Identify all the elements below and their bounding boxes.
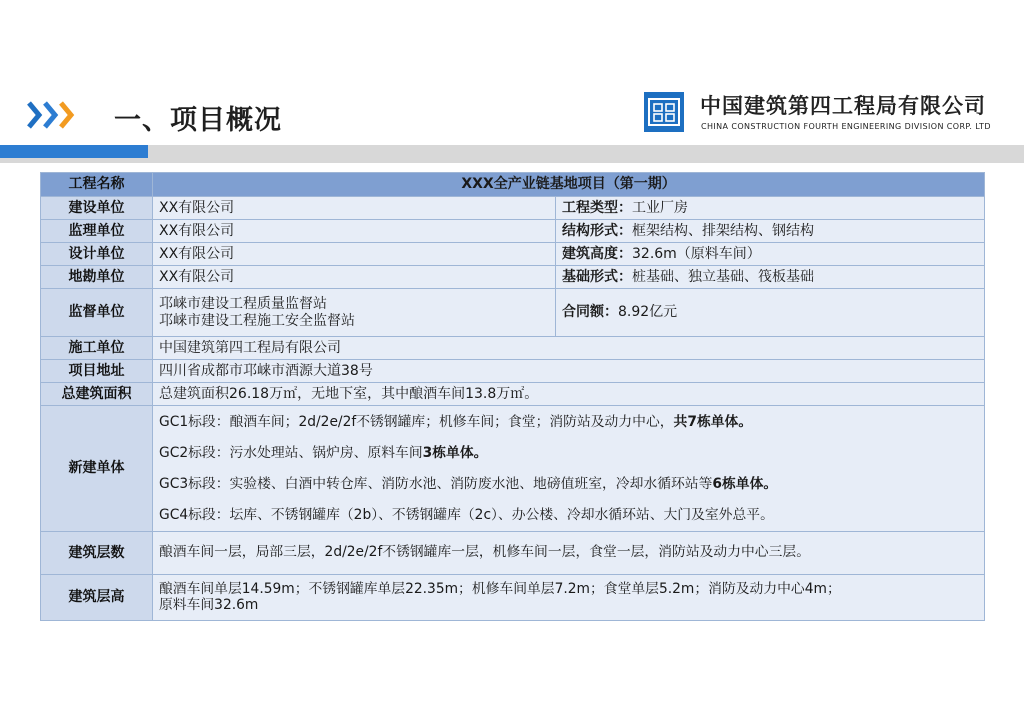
cell-value [556, 266, 985, 289]
gc2-count: 3栋单体。 [422, 444, 488, 461]
gc1-line [159, 407, 978, 438]
field-value: 32.6m（原料车间） [632, 245, 761, 262]
page-title: 一、项目概况 [114, 105, 282, 136]
cell-value: XX有限公司 [153, 266, 556, 289]
gc3-line [159, 469, 978, 500]
company-name-en: CHINA CONSTRUCTION FOURTH ENGINEERING DIVISION CORP. LTD [701, 122, 991, 131]
cell-value [556, 289, 985, 337]
gc3-text: GC3标段：实验楼、白酒中转仓库、消防水池、消防废水池、地磅值班室，冷却水循环站等 [159, 475, 713, 492]
cell-label: 设计单位 [41, 243, 153, 266]
cell-label: 地勘单位 [41, 266, 153, 289]
cell-label: 施工单位 [41, 337, 153, 360]
cell-label: 监督单位 [41, 289, 153, 337]
field-key: 合同额： [562, 304, 618, 321]
height-line-2: 原料车间32.6m [159, 596, 259, 613]
header-divider-gray [0, 145, 1024, 163]
table-row [41, 337, 985, 360]
cell-label: 建设单位 [41, 197, 153, 220]
gc1-text: GC1标段：酿酒车间；2d/2e/2f不锈钢罐库；机修车间；食堂；消防站及动力中心， [159, 413, 674, 430]
table-row [41, 360, 985, 383]
cell-value: XX有限公司 [153, 220, 556, 243]
cell-value [153, 575, 985, 621]
cell-value: 酿酒车间一层，局部三层，2d/2e/2f不锈钢罐库一层，机修车间一层，食堂一层，消防站及动力中心三层。 [153, 532, 985, 575]
table-row [41, 406, 985, 532]
gc2-text: GC2标段：污水处理站、锅炉房、原料车间 [159, 444, 423, 461]
table-row [41, 243, 985, 266]
company-name-cn: 中国建筑第四工程局有限公司 [700, 94, 986, 118]
cell-label: 总建筑面积 [41, 383, 153, 406]
cell-value [556, 220, 985, 243]
height-line-1: 酿酒车间单层14.59m；不锈钢罐库单层22.35m；机修车间单层7.2m；食堂单层5.2m；消防及动力中心4m； [159, 580, 841, 597]
chevron-right-icon [26, 99, 86, 131]
field-value: 8.92亿元 [618, 304, 678, 321]
cell-label: 监理单位 [41, 220, 153, 243]
cell-label: 新建单体 [41, 406, 153, 532]
field-key: 结构形式： [562, 222, 632, 239]
supervision-line-2: 邛崃市建设工程施工安全监督站 [159, 312, 355, 329]
cell-value: XX有限公司 [153, 197, 556, 220]
cell-value [556, 197, 985, 220]
gc4-text: GC4标段：坛库、不锈钢罐库（2b）、不锈钢罐库（2c）、办公楼、冷却水循环站、大门及室外总平。 [159, 506, 774, 523]
table-row [41, 197, 985, 220]
table-row [41, 575, 985, 621]
gc4-line [159, 500, 978, 531]
field-key: 建筑高度： [562, 245, 632, 262]
cell-value: 总建筑面积26.18万㎡，无地下室，其中酿酒车间13.8万㎡。 [153, 383, 985, 406]
project-name: XXX全产业链基地项目（第一期） [153, 173, 985, 197]
gc1-count: 共7栋单体。 [673, 413, 753, 430]
cell-value [153, 289, 556, 337]
cell-value: 中国建筑第四工程局有限公司 [153, 337, 985, 360]
company-logo [644, 92, 684, 132]
cell-label: 建筑层高 [41, 575, 153, 621]
table-row [41, 532, 985, 575]
cell-label: 项目地址 [41, 360, 153, 383]
cell-label: 工程名称 [41, 173, 153, 197]
cell-label: 建筑层数 [41, 532, 153, 575]
cell-value: XX有限公司 [153, 243, 556, 266]
table-row [41, 173, 985, 197]
table-row [41, 266, 985, 289]
cell-value [153, 406, 985, 532]
project-info-table [40, 172, 985, 621]
table-row [41, 220, 985, 243]
field-value: 工业厂房 [632, 199, 688, 216]
cell-value [556, 243, 985, 266]
table-row [41, 383, 985, 406]
field-key: 工程类型： [562, 199, 632, 216]
supervision-line-1: 邛崃市建设工程质量监督站 [159, 296, 327, 313]
field-value: 桩基础、独立基础、筏板基础 [632, 268, 814, 285]
gc3-count: 6栋单体。 [712, 475, 778, 492]
cell-value: 四川省成都市邛崃市酒源大道38号 [153, 360, 985, 383]
header-divider-blue [0, 145, 148, 158]
field-key: 基础形式： [562, 268, 632, 285]
gc2-line [159, 438, 978, 469]
field-value: 框架结构、排架结构、钢结构 [632, 222, 814, 239]
table-row [41, 289, 985, 337]
